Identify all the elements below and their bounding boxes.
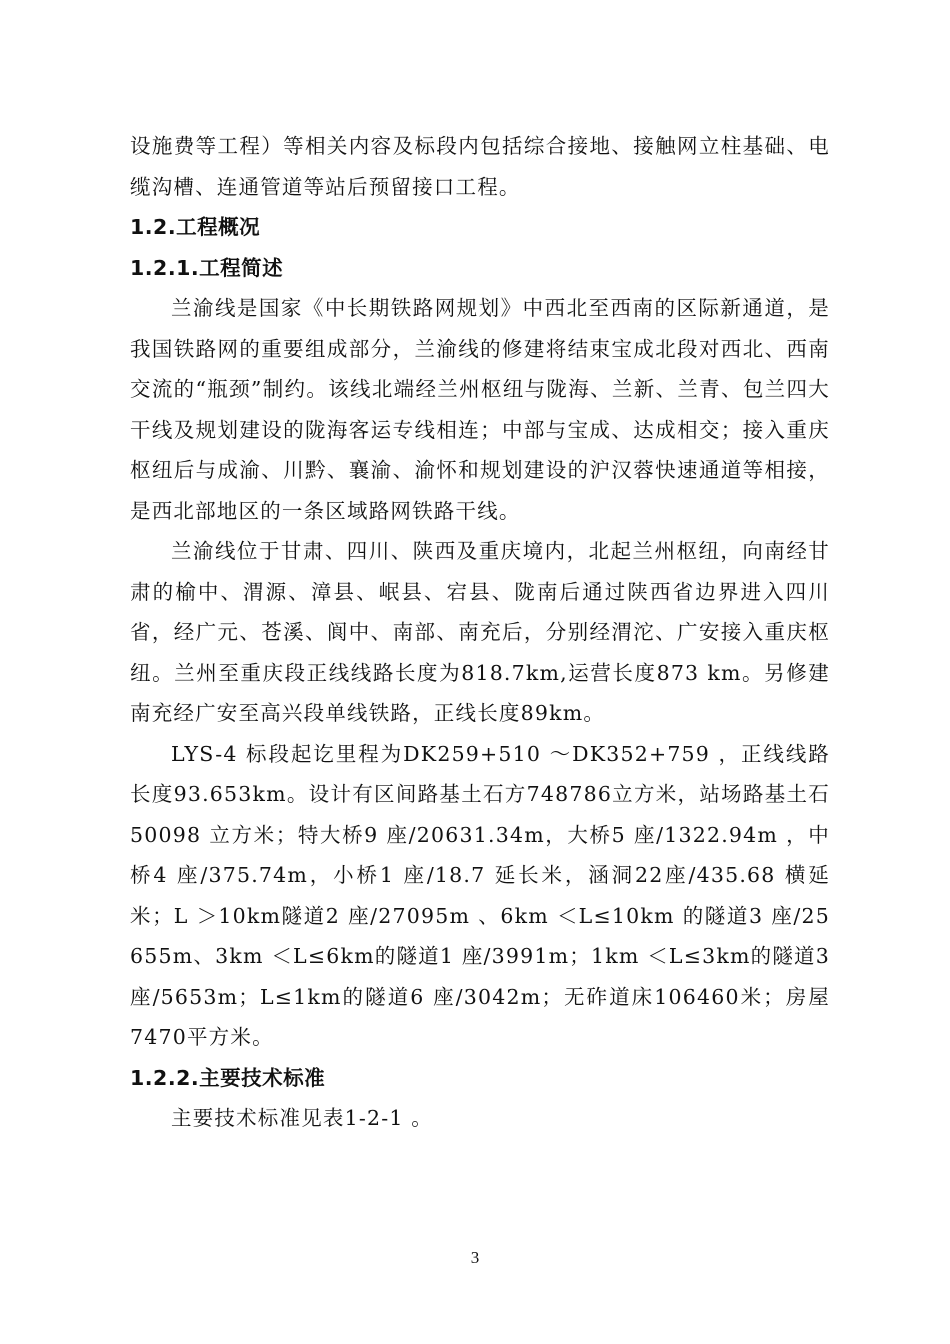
page-number: 3 bbox=[470, 1248, 480, 1267]
paragraph-section-scope: LYS-4 标段起讫里程为DK259+510 ～DK352+759 ，正线线路长度93.653km。设计有区间路基土石方748786立方米，站场路基土石50098 立方米；特大桥9 座/20631.34m，大桥5 座/1322.94m ，中桥4 座/375.74m，小桥1 座/18.7 延长米，涵洞22座/435.68 横延米；L ＞10km隧道2 座/27095m 、6km ＜L≤10km 的隧道3 座/25655m、3km ＜L≤6km的隧道1 座/3991m；1km ＜L≤3km的隧道3 座/5653m；L≤1km的隧道6 座/3042m；无砟道床106460米；房屋7470平方米。 bbox=[130, 741, 830, 1049]
paragraph-route: 兰渝线位于甘肃、四川、陕西及重庆境内，北起兰州枢纽，向南经甘肃的榆中、渭源、漳县、岷县、宕县、陇南后通过陕西省边界进入四川省，经广元、苍溪、阆中、南部、南充后，分别经渭沱、广安接入重庆枢纽。兰州至重庆段正线线路长度为818.7km,运营长度873 km。另修建南充经广安至高兴段单线铁路，正线长度89km。 bbox=[130, 539, 830, 725]
subsection-heading-1-2-1: 1.2.1.工程简述 bbox=[130, 255, 284, 280]
continued-paragraph: 设施费等工程）等相关内容及标段内包括综合接地、接触网立柱基础、电缆沟槽、连通管道等站后预留接口工程。 bbox=[130, 134, 830, 199]
body-text bbox=[130, 126, 830, 1139]
paragraph-overview: 兰渝线是国家《中长期铁路网规划》中西北至西南的区际新通道，是我国铁路网的重要组成部分，兰渝线的修建将结束宝成北段对西北、西南交流的“瓶颈”制约。该线北端经兰州枢纽与陇海、兰新、兰青、包兰四大干线及规划建设的陇海客运专线相连；中部与宝成、达成相交；接入重庆枢纽后与成渝、川黔、襄渝、渝怀和规划建设的沪汉蓉快速通道等相接，是西北部地区的一条区域路网铁路干线。 bbox=[130, 296, 830, 523]
section-heading-1-2: 1.2.工程概况 bbox=[130, 215, 261, 239]
subsection-heading-1-2-2: 1.2.2.主要技术标准 bbox=[130, 1065, 326, 1090]
paragraph-standards-ref: 主要技术标准见表1-2-1 。 bbox=[171, 1106, 433, 1130]
